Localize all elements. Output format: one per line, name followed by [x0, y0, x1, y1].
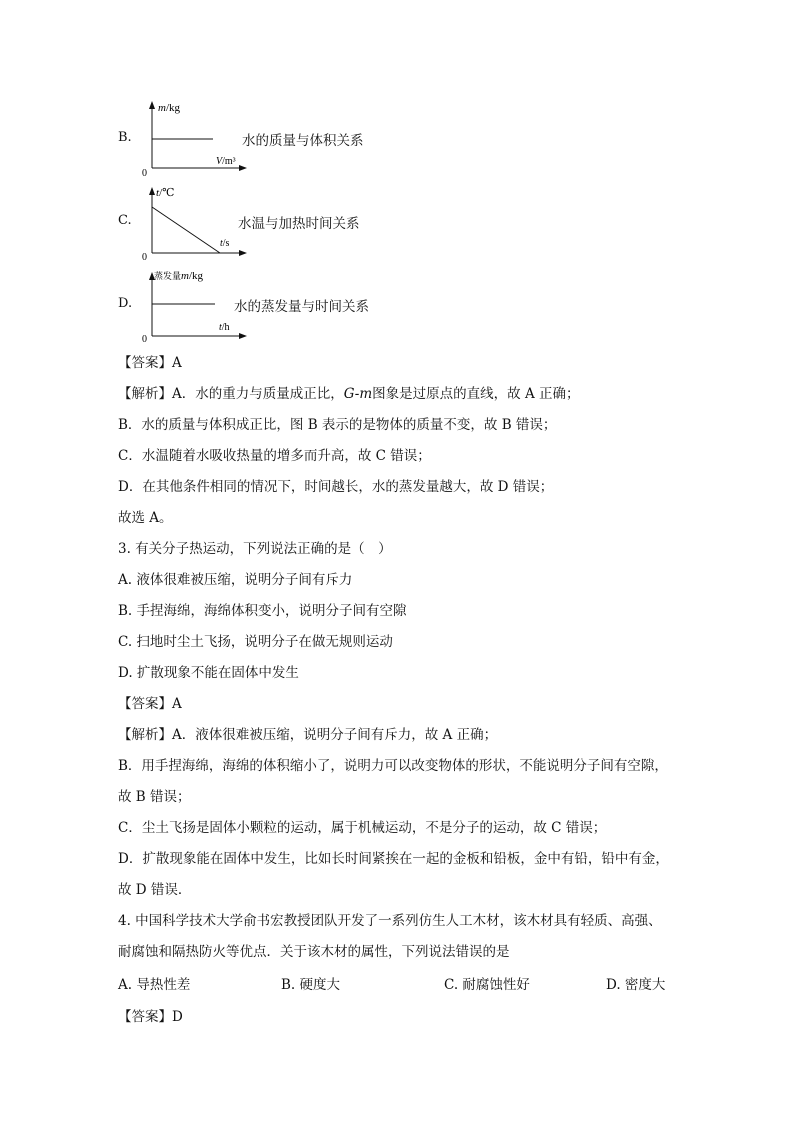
q2-answer: 【答案】A [118, 355, 182, 371]
svg-text:t/℃: t/℃ [156, 187, 175, 199]
q3-option-c: C. 扫地时尘土飞扬，说明分子在做无规则运动 [118, 634, 393, 650]
q3-answer: 【答案】A [118, 696, 182, 712]
q2-analysis-line-2: B．水的质量与体积成正比，图 B 表示的是物体的质量不变，故 B 错误； [118, 417, 557, 433]
q2-conclusion: 故选 A。 [118, 510, 173, 526]
q3-option-b: B. 手捏海绵，海绵体积变小，说明分子间有空隙 [118, 603, 407, 619]
q2-analysis-line-3: C．水温随着水吸收热量的增多而升高，故 C 错误； [118, 448, 431, 464]
option-c-label: C. [118, 213, 132, 228]
option-b-label: B. [118, 130, 132, 145]
svg-text:m/kg: m/kg [158, 102, 181, 114]
svg-text:蒸发量m/kg: 蒸发量m/kg [154, 270, 204, 282]
q3-analysis-line-1: 【解析】A．液体很难被压缩，说明分子间有斥力，故 A 正确； [118, 727, 498, 743]
q4-option-c: C. 耐腐蚀性好 [444, 977, 530, 993]
graph-b-caption: 水的质量与体积关系 [242, 133, 364, 149]
q4-answer: 【答案】D [118, 1009, 183, 1025]
svg-text:V/m³: V/m³ [216, 156, 236, 167]
q2-analysis-line-4: D．在其他条件相同的情况下，时间越长，水的蒸发量越大，故 D 错误； [118, 479, 554, 495]
q4-option-b: B. 硬度大 [281, 977, 341, 993]
graph-temperature-time [138, 180, 248, 264]
q4-stem-line-1: 4. 中国科学技术大学俞书宏教授团队开发了一系列仿生人工木材，该木材具有轻质、高强、 [118, 913, 662, 929]
svg-text:0: 0 [142, 252, 147, 263]
graph-c-caption: 水温与加热时间关系 [238, 216, 360, 232]
q3-analysis-line-3: 故 B 错误； [118, 789, 191, 805]
graph-d-caption: 水的蒸发量与时间关系 [234, 299, 369, 315]
svg-text:0: 0 [142, 334, 147, 345]
graph-evaporation-time [138, 264, 248, 346]
q4-option-a: A. 导热性差 [118, 977, 191, 993]
q3-stem: 3. 有关分子热运动，下列说法正确的是（ ） [118, 541, 392, 557]
svg-text:0: 0 [142, 168, 147, 179]
q3-analysis-line-2: B．用手捏海绵，海绵的体积缩小了，说明力可以改变物体的形状，不能说明分子间有空隙， [118, 758, 668, 774]
q4-stem-line-2: 耐腐蚀和隔热防火等优点．关于该木材的属性，下列说法错误的是 [118, 944, 510, 960]
q4-option-d: D. 密度大 [606, 977, 666, 993]
q3-analysis-line-4: C．尘土飞扬是固体小颗粒的运动，属于机械运动，不是分子的运动，故 C 错误； [118, 820, 607, 836]
graph-mass-volume [138, 96, 248, 180]
q3-analysis-line-6: 故 D 错误． [118, 882, 192, 898]
option-d-label: D. [118, 296, 133, 311]
q3-option-a: A. 液体很难被压缩，说明分子间有斥力 [118, 572, 353, 588]
svg-text:t/h: t/h [219, 322, 230, 333]
q3-option-d: D. 扩散现象不能在固体中发生 [118, 665, 299, 681]
q2-analysis-line-1: 【解析】A．水的重力与质量成正比，G-m图象是过原点的直线，故 A 正确； [118, 386, 580, 402]
svg-text:t/s: t/s [220, 238, 230, 249]
q3-analysis-line-5: D．扩散现象能在固体中发生，比如长时间紧挨在一起的金板和铅板，金中有铅，铅中有金， [118, 851, 669, 867]
